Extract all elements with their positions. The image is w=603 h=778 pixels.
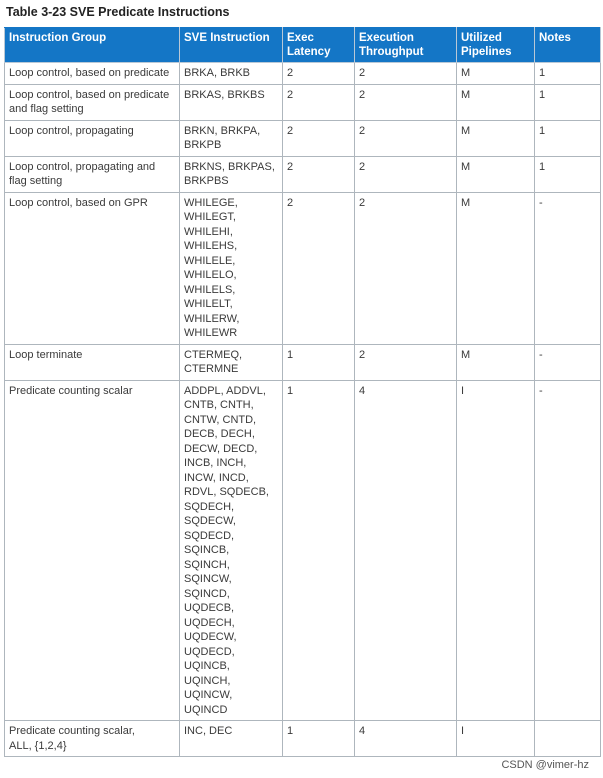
cell-text: I [461,384,465,397]
sve-instruction-cell [180,192,283,344]
execution-throughput-cell [355,156,457,192]
instruction-group-cell [5,120,180,156]
cell-text: M [461,67,471,79]
cell-text: 1 [539,67,546,79]
cell-text: Loop control, based on GPR [9,196,148,209]
utilized-pipelines-cell [457,120,535,156]
cell-text: 1 [287,384,294,397]
sve-instruction-cell [180,156,283,192]
execution-throughput-cell [355,63,457,85]
cell-text: 4 [359,384,366,397]
cell-text: BRKN, BRKPA, BRKPB [184,124,261,151]
execution-throughput-cell [355,344,457,380]
cell-text: 2 [287,124,294,137]
cell-text: M [461,124,471,137]
cell-text: Predicate counting scalar, ALL, {1,2,4} [9,725,135,752]
table-row [5,63,601,85]
header-row [5,28,601,63]
notes-cell [535,84,601,120]
exec-latency-cell [283,380,355,721]
cell-text: Loop control, propagating [9,124,134,137]
cell-text: 2 [359,88,366,101]
instruction-group-cell [5,63,180,85]
notes-cell [535,344,601,380]
instruction-group-cell [5,344,180,380]
cell-text: - [539,196,543,209]
table-row [5,192,601,344]
instruction-group-cell [5,721,180,757]
table-row [5,156,601,192]
sve-instruction-cell [180,63,283,85]
table-title: Table 3-23 SVE Predicate Instructions [6,5,230,19]
cell-text: 2 [359,124,366,137]
cell-text: Loop control, based on predicate [9,67,170,79]
exec-latency-cell [283,344,355,380]
cell-text: 2 [287,160,294,173]
utilized-pipelines-cell [457,344,535,380]
table-row [5,721,601,757]
cell-text: 2 [359,67,366,79]
cell-text: 2 [287,196,294,209]
cell-text: 2 [359,196,366,209]
header-sve-instruction: SVE Instruction [180,28,283,63]
cell-text: M [461,348,471,361]
table-row [5,120,601,156]
cell-text: 4 [359,725,366,737]
utilized-pipelines-cell [457,380,535,721]
header-notes: Notes [535,28,601,63]
table-row [5,344,601,380]
utilized-pipelines-cell [457,192,535,344]
cell-text: - [539,384,543,397]
notes-cell [535,721,601,757]
exec-latency-cell [283,63,355,85]
sve-instruction-cell [180,380,283,721]
notes-cell [535,120,601,156]
execution-throughput-cell [355,192,457,344]
cell-text: WHILEGE, WHILEGT, WHILEHI, WHILEHS, WHILELE, WHILELO, WHILELS, WHILELT, WHILERW, WHILEWR [184,196,240,339]
cell-text: 1 [287,348,294,361]
notes-cell [535,63,601,85]
execution-throughput-cell [355,84,457,120]
instruction-group-cell [5,84,180,120]
utilized-pipelines-cell [457,84,535,120]
sve-instruction-cell [180,721,283,757]
cell-text: CTERMEQ, CTERMNE [184,348,243,375]
cell-text: 1 [287,725,294,737]
header-exec-latency: Exec Latency [283,28,355,63]
exec-latency-cell [283,120,355,156]
exec-latency-cell [283,156,355,192]
utilized-pipelines-cell [457,63,535,85]
cell-text: BRKA, BRKB [184,67,251,79]
instruction-group-cell [5,156,180,192]
cell-text: M [461,160,471,173]
sve-predicate-table [4,27,601,757]
cell-text: Loop terminate [9,348,83,361]
cell-text: - [539,348,543,361]
table-row [5,84,601,120]
utilized-pipelines-cell [457,721,535,757]
instruction-group-cell [5,380,180,721]
cell-text: BRKAS, BRKBS [184,88,265,101]
execution-throughput-cell [355,380,457,721]
table-row [5,380,601,721]
cell-text: 1 [539,160,546,173]
header-utilized-pipelines: Utilized Pipelines [457,28,535,63]
cell-text: I [461,725,465,737]
cell-text: 2 [359,160,366,173]
cell-text: BRKNS, BRKPAS, BRKPBS [184,160,275,187]
sve-instruction-cell [180,344,283,380]
cell-text: M [461,196,471,209]
header-execution-throughput: Execution Throughput [355,28,457,63]
sve-instruction-cell [180,120,283,156]
exec-latency-cell [283,84,355,120]
cell-text: 1 [539,124,546,137]
notes-cell [535,192,601,344]
instruction-group-cell [5,192,180,344]
cell-text: M [461,88,471,101]
cell-text: 2 [359,348,366,361]
cell-text: Predicate counting scalar [9,384,133,397]
utilized-pipelines-cell [457,156,535,192]
sve-instruction-cell [180,84,283,120]
cell-text: ADDPL, ADDVL, CNTB, CNTH, CNTW, CNTD, DECB, DECH, DECW, DECD, INCB, INCH, INCW, INCD, RDVL, SQDECB, SQDECH, SQDECW, SQDECD, SQINCB, SQINCH, SQINCW, SQINCD, UQDECB, UQDECH, UQDECW, UQDECD, UQINCB, UQINCH, UQINCW, UQINCD [184,384,269,716]
notes-cell [535,380,601,721]
header-instruction-group: Instruction Group [5,28,180,63]
cell-text: 1 [539,88,546,101]
exec-latency-cell [283,721,355,757]
cell-text: 2 [287,67,294,79]
execution-throughput-cell [355,120,457,156]
cell-text: Loop control, based on predicate and flag setting [9,88,170,115]
notes-cell [535,156,601,192]
watermark: CSDN @vimer-hz [501,759,589,771]
cell-text: INC, DEC [184,725,233,737]
execution-throughput-cell [355,721,457,757]
cell-text: 2 [287,88,294,101]
exec-latency-cell [283,192,355,344]
cell-text: Loop control, propagating and flag setting [9,160,156,187]
